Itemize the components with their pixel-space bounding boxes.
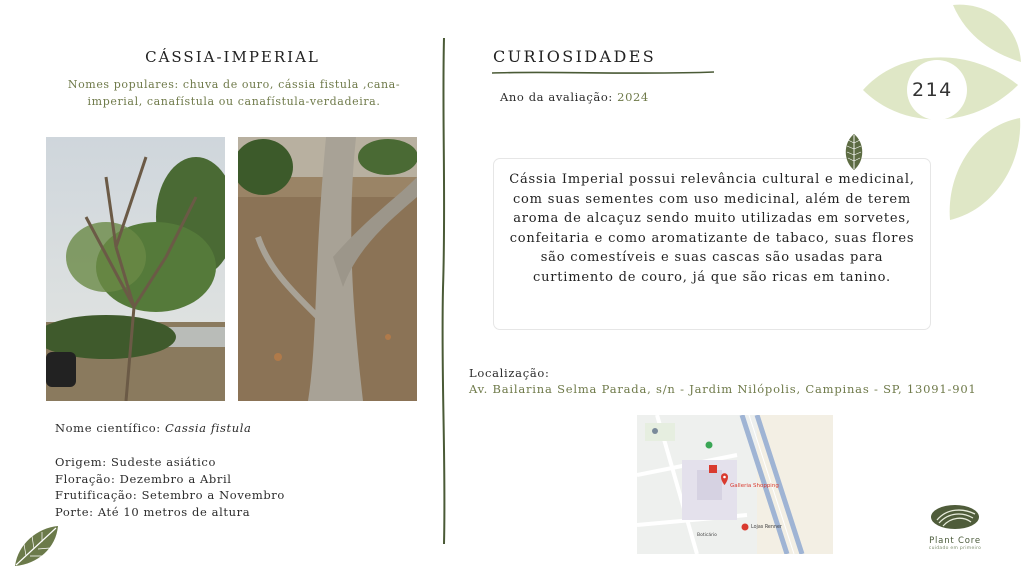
fact-flowering: Floração: Dezembro a Abril	[55, 471, 232, 486]
location-address: Av. Bailarina Selma Parada, s/n - Jardim Nilópolis, Campinas - SP, 13091-901	[469, 382, 977, 396]
map-label-pharmacy: Boticário	[697, 533, 717, 538]
fact-fruiting: Frutificação: Setembro a Novembro	[55, 488, 285, 502]
brand-logo	[918, 502, 992, 551]
fact-origin: Origem: Sudeste asiático	[55, 455, 216, 469]
plant-facts	[55, 454, 285, 520]
tree-photo-full	[46, 137, 225, 401]
map-label-mall: Galleria Shopping	[730, 483, 779, 489]
curiosity-text: Cássia Imperial possui relevância cultural e medicinal, com suas sementes com uso medicinal, além de terem aroma de alcaçuz sendo muito utilizadas em sorvetes, confeitaria e como aromatizante de tabaco, suas flores são comestíveis e suas cascas são usadas para curtimento de couro, já que são ricas em tanino.	[509, 172, 915, 285]
title-underline	[492, 70, 714, 76]
page-number: 214	[912, 79, 953, 101]
leaf-card-icon	[843, 133, 865, 171]
curiosities-title: CURIOSIDADES	[493, 47, 657, 66]
year-value: 2024	[617, 90, 649, 104]
vertical-divider	[440, 38, 448, 544]
location-map[interactable]	[637, 415, 833, 554]
evaluation-year	[500, 90, 649, 104]
tree-trunk-photo	[238, 137, 417, 401]
map-label-store: Lojas Renner	[751, 525, 782, 530]
scientific-name: Cassia fistula	[165, 421, 252, 435]
scientific-name-label: Nome científico:	[55, 421, 161, 435]
year-label: Ano da avaliação:	[500, 90, 613, 104]
leaf-bottom-left-icon	[12, 524, 60, 568]
scientific-name-row	[55, 421, 251, 435]
brand-tagline: cuidado em primeiro	[928, 546, 982, 551]
popular-names: Nomes populares: chuva de ouro, cássia fistula ,cana-imperial, canafístula ou canafístula-verdadeira.	[67, 78, 401, 108]
location-label: Localização:	[469, 366, 550, 380]
brand-name: Plant Core	[929, 536, 981, 546]
fact-size: Porte: Até 10 metros de altura	[55, 504, 251, 519]
plant-title: CÁSSIA-IMPERIAL	[145, 48, 320, 66]
plant-core-logo-icon	[929, 502, 981, 532]
